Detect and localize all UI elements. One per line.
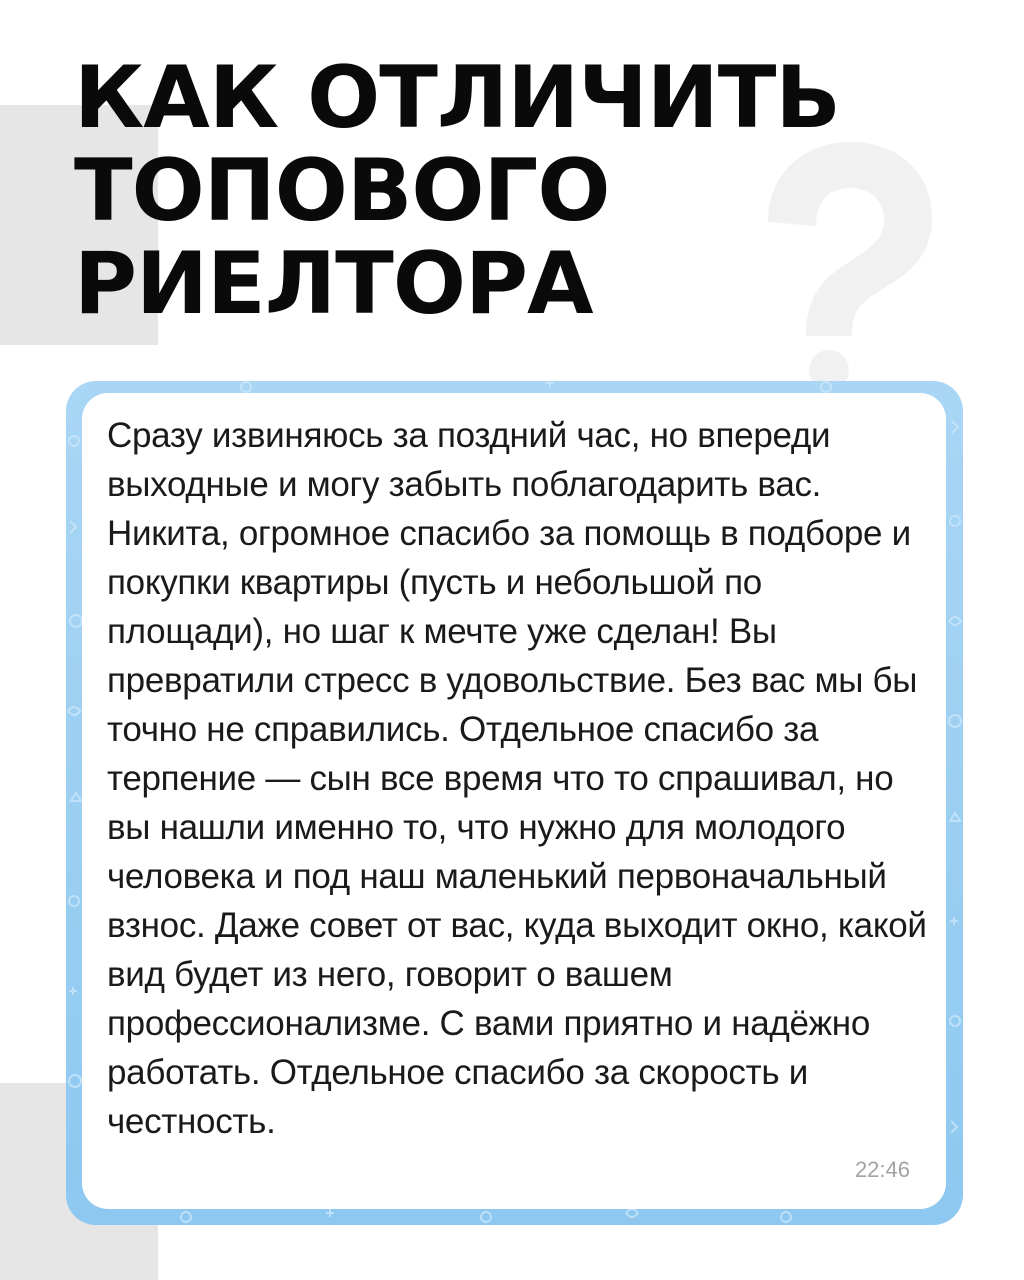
message-bubble: [82, 393, 946, 1209]
message-timestamp: 22:46: [854, 1157, 910, 1182]
page-title: [74, 48, 840, 334]
chat-screenshot: [66, 381, 963, 1225]
title-line-2: ТОПОВОГО: [74, 141, 610, 241]
title-line-3: РИЕЛТОРА: [74, 234, 593, 334]
message-text: Сразу извиняюсь за поздний час, но впереди выходные и могу забыть поблагодарить вас. Никита, огромное спасибо за помощь в подборе и покупки квартиры (пусть и небольшой по площади), но шаг к мечте уже сделан! Вы превратили стресс в удовольствие. Без вас мы бы точно не справились. Отдельное спасибо за терпение — сын все время что то спрашивал, но вы нашли именно то, что нужно для молодого человека и под наш маленький первоначальный взнос. Даже совет от вас, куда выходит окно, какой вид будет из него, говорит о вашем профессионализме. С вами приятно и надёжно работать. Отдельное спасибо за скорость и честность.: [107, 416, 927, 1141]
title-line-1: КАК ОТЛИЧИТЬ: [74, 48, 840, 148]
